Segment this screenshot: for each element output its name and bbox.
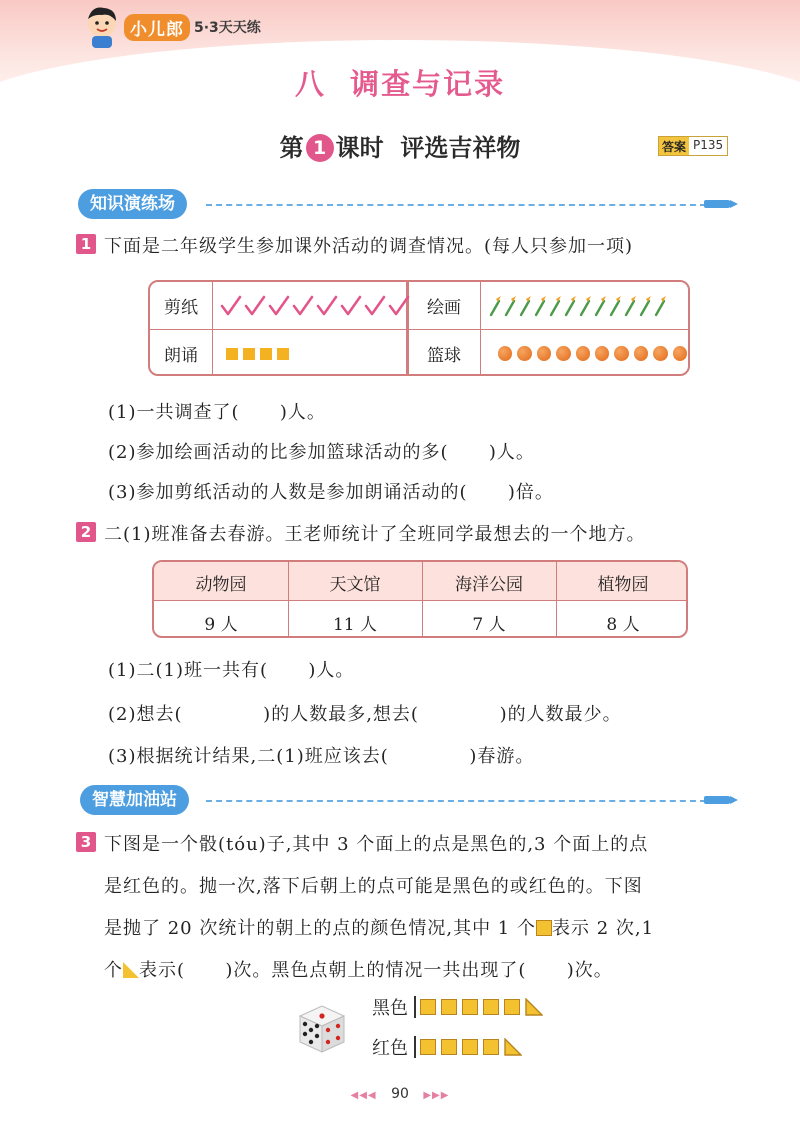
table-cell: 9 人 [204, 615, 238, 635]
paintbrush-icon [488, 295, 502, 317]
checkmark-icon [364, 294, 386, 318]
lesson-suffix: 课时 评选吉祥物 [335, 134, 521, 162]
basketball-icon [653, 346, 667, 361]
paintbrush-icon [503, 295, 517, 317]
lesson-row [0, 128, 800, 164]
basketball-tally [498, 330, 690, 376]
basketball-icon [537, 346, 551, 361]
square-symbol-icon [420, 999, 436, 1015]
basketball-icon [634, 346, 648, 361]
black-tally-row [372, 994, 548, 1020]
square-marker-icon [260, 348, 272, 360]
paintbrush-icon [548, 295, 562, 317]
paintbrush-icon [608, 295, 622, 317]
question-text-line-1: 下图是一个骰(tóu)子,其中 3 个面上的点是黑色的,3 个面上的点 [104, 834, 649, 855]
paintbrush-icon [593, 295, 607, 317]
section-title-challenge: 智慧加油站 [80, 785, 189, 815]
label-painting: 绘画 [427, 298, 461, 318]
table-header: 动物园 [195, 575, 247, 595]
recitation-tally [226, 330, 406, 376]
red-label: 红色 [372, 1038, 408, 1059]
table-header: 植物园 [597, 575, 649, 595]
checkmark-icon [340, 294, 362, 318]
square-symbol-icon [462, 1039, 478, 1055]
subquestion-3: (3)根据统计结果,二(1)班应该去( )春游。 [108, 746, 535, 767]
question-number: 3 [76, 832, 96, 852]
square-symbol-icon [483, 999, 499, 1015]
section-title-practice: 知识演练场 [78, 189, 187, 219]
lesson-number-badge: 1 [306, 134, 334, 162]
table-cell: 11 人 [332, 615, 378, 635]
mascot-icon [82, 5, 122, 49]
unit-title: 八 调查与记录 [294, 67, 506, 101]
spring-trip-table [152, 560, 688, 638]
question-text: 下面是二年级学生参加课外活动的调查情况。(每人只参加一项) [104, 236, 634, 257]
label-recitation: 朗诵 [164, 346, 198, 366]
table-cell: 8 人 [606, 615, 640, 635]
paintbrush-icon [533, 295, 547, 317]
subquestion-1: (1)一共调查了( )人。 [108, 402, 326, 423]
right-arrows-icon: ▶▶▶ [423, 1090, 450, 1101]
paper-cutting-tally [220, 282, 406, 329]
subquestion-3: (3)参加剪纸活动的人数是参加朗诵活动的( )倍。 [108, 482, 554, 503]
label-paper-cutting: 剪纸 [164, 298, 198, 318]
square-marker-icon [277, 348, 289, 360]
paintbrush-icon [578, 295, 592, 317]
answer-page: P135 [689, 137, 727, 155]
question-text-line-3: 是抛了 20 次统计的朝上的点的颜色情况,其中 1 个 表示 2 次,1 [104, 918, 655, 939]
red-tally-row [372, 1034, 527, 1060]
square-symbol-icon [420, 1039, 436, 1055]
basketball-icon [614, 346, 628, 361]
square-symbol-icon [483, 1039, 499, 1055]
checkmark-icon [316, 294, 338, 318]
paintbrush-icon [563, 295, 577, 317]
checkmark-icon [388, 294, 410, 318]
triangle-symbol-icon [123, 962, 139, 978]
subquestion-2: (2)想去( )的人数最多,想去( )的人数最少。 [108, 704, 622, 725]
painting-tally [488, 282, 690, 329]
paintbrush-icon [638, 295, 652, 317]
black-tally [420, 998, 548, 1016]
paintbrush-icon [653, 295, 667, 317]
page-footer [0, 1086, 800, 1102]
answer-tag[interactable] [658, 136, 728, 156]
basketball-icon [595, 346, 609, 361]
brand-series: 5·3天天练 [194, 20, 261, 36]
page-number: 90 [391, 1086, 409, 1102]
square-marker-icon [226, 348, 238, 360]
left-arrows-icon: ◀◀◀ [350, 1090, 377, 1101]
subquestion-1: (1)二(1)班一共有( )人。 [108, 660, 355, 681]
triangle-symbol-icon [504, 1038, 522, 1056]
table-header: 海洋公园 [455, 575, 523, 595]
checkmark-icon [268, 294, 290, 318]
section-divider [206, 204, 706, 206]
basketball-icon [576, 346, 590, 361]
label-basketball: 篮球 [427, 346, 461, 366]
table-cell: 7 人 [472, 615, 506, 635]
basketball-icon [517, 346, 531, 361]
section-divider [206, 800, 706, 802]
pencil-icon [704, 796, 730, 804]
paintbrush-icon [623, 295, 637, 317]
checkmark-icon [220, 294, 242, 318]
table-header: 天文馆 [329, 575, 381, 595]
square-symbol-icon [536, 920, 552, 936]
pencil-icon [704, 200, 730, 208]
question-text-line-2: 是红色的。抛一次,落下后朝上的点可能是黑色的或红色的。下图 [104, 876, 643, 897]
square-symbol-icon [462, 999, 478, 1015]
square-symbol-icon [441, 999, 457, 1015]
activity-survey-table [148, 280, 690, 376]
lesson-prefix: 第 [279, 134, 304, 162]
black-label: 黑色 [372, 998, 408, 1019]
checkmark-icon [292, 294, 314, 318]
basketball-icon [556, 346, 570, 361]
checkmark-icon [244, 294, 266, 318]
question-number: 2 [76, 522, 96, 542]
red-tally [420, 1038, 527, 1056]
subquestion-2: (2)参加绘画活动的比参加篮球活动的多( )人。 [108, 442, 535, 463]
square-symbol-icon [504, 999, 520, 1015]
square-symbol-icon [441, 1039, 457, 1055]
triangle-symbol-icon [525, 998, 543, 1016]
answer-label: 答案 [659, 137, 689, 155]
basketball-icon [498, 346, 512, 361]
question-text-line-4: 个 表示( )次。黑色点朝上的情况一共出现了( )次。 [104, 960, 613, 981]
square-marker-icon [243, 348, 255, 360]
brand-name: 小儿郎 [124, 14, 190, 41]
brand [82, 4, 261, 50]
dice-icon [294, 1000, 350, 1056]
question-text: 二(1)班准备去春游。王老师统计了全班同学最想去的一个地方。 [104, 524, 646, 545]
paintbrush-icon [518, 295, 532, 317]
question-number: 1 [76, 234, 96, 254]
basketball-icon [673, 346, 687, 361]
